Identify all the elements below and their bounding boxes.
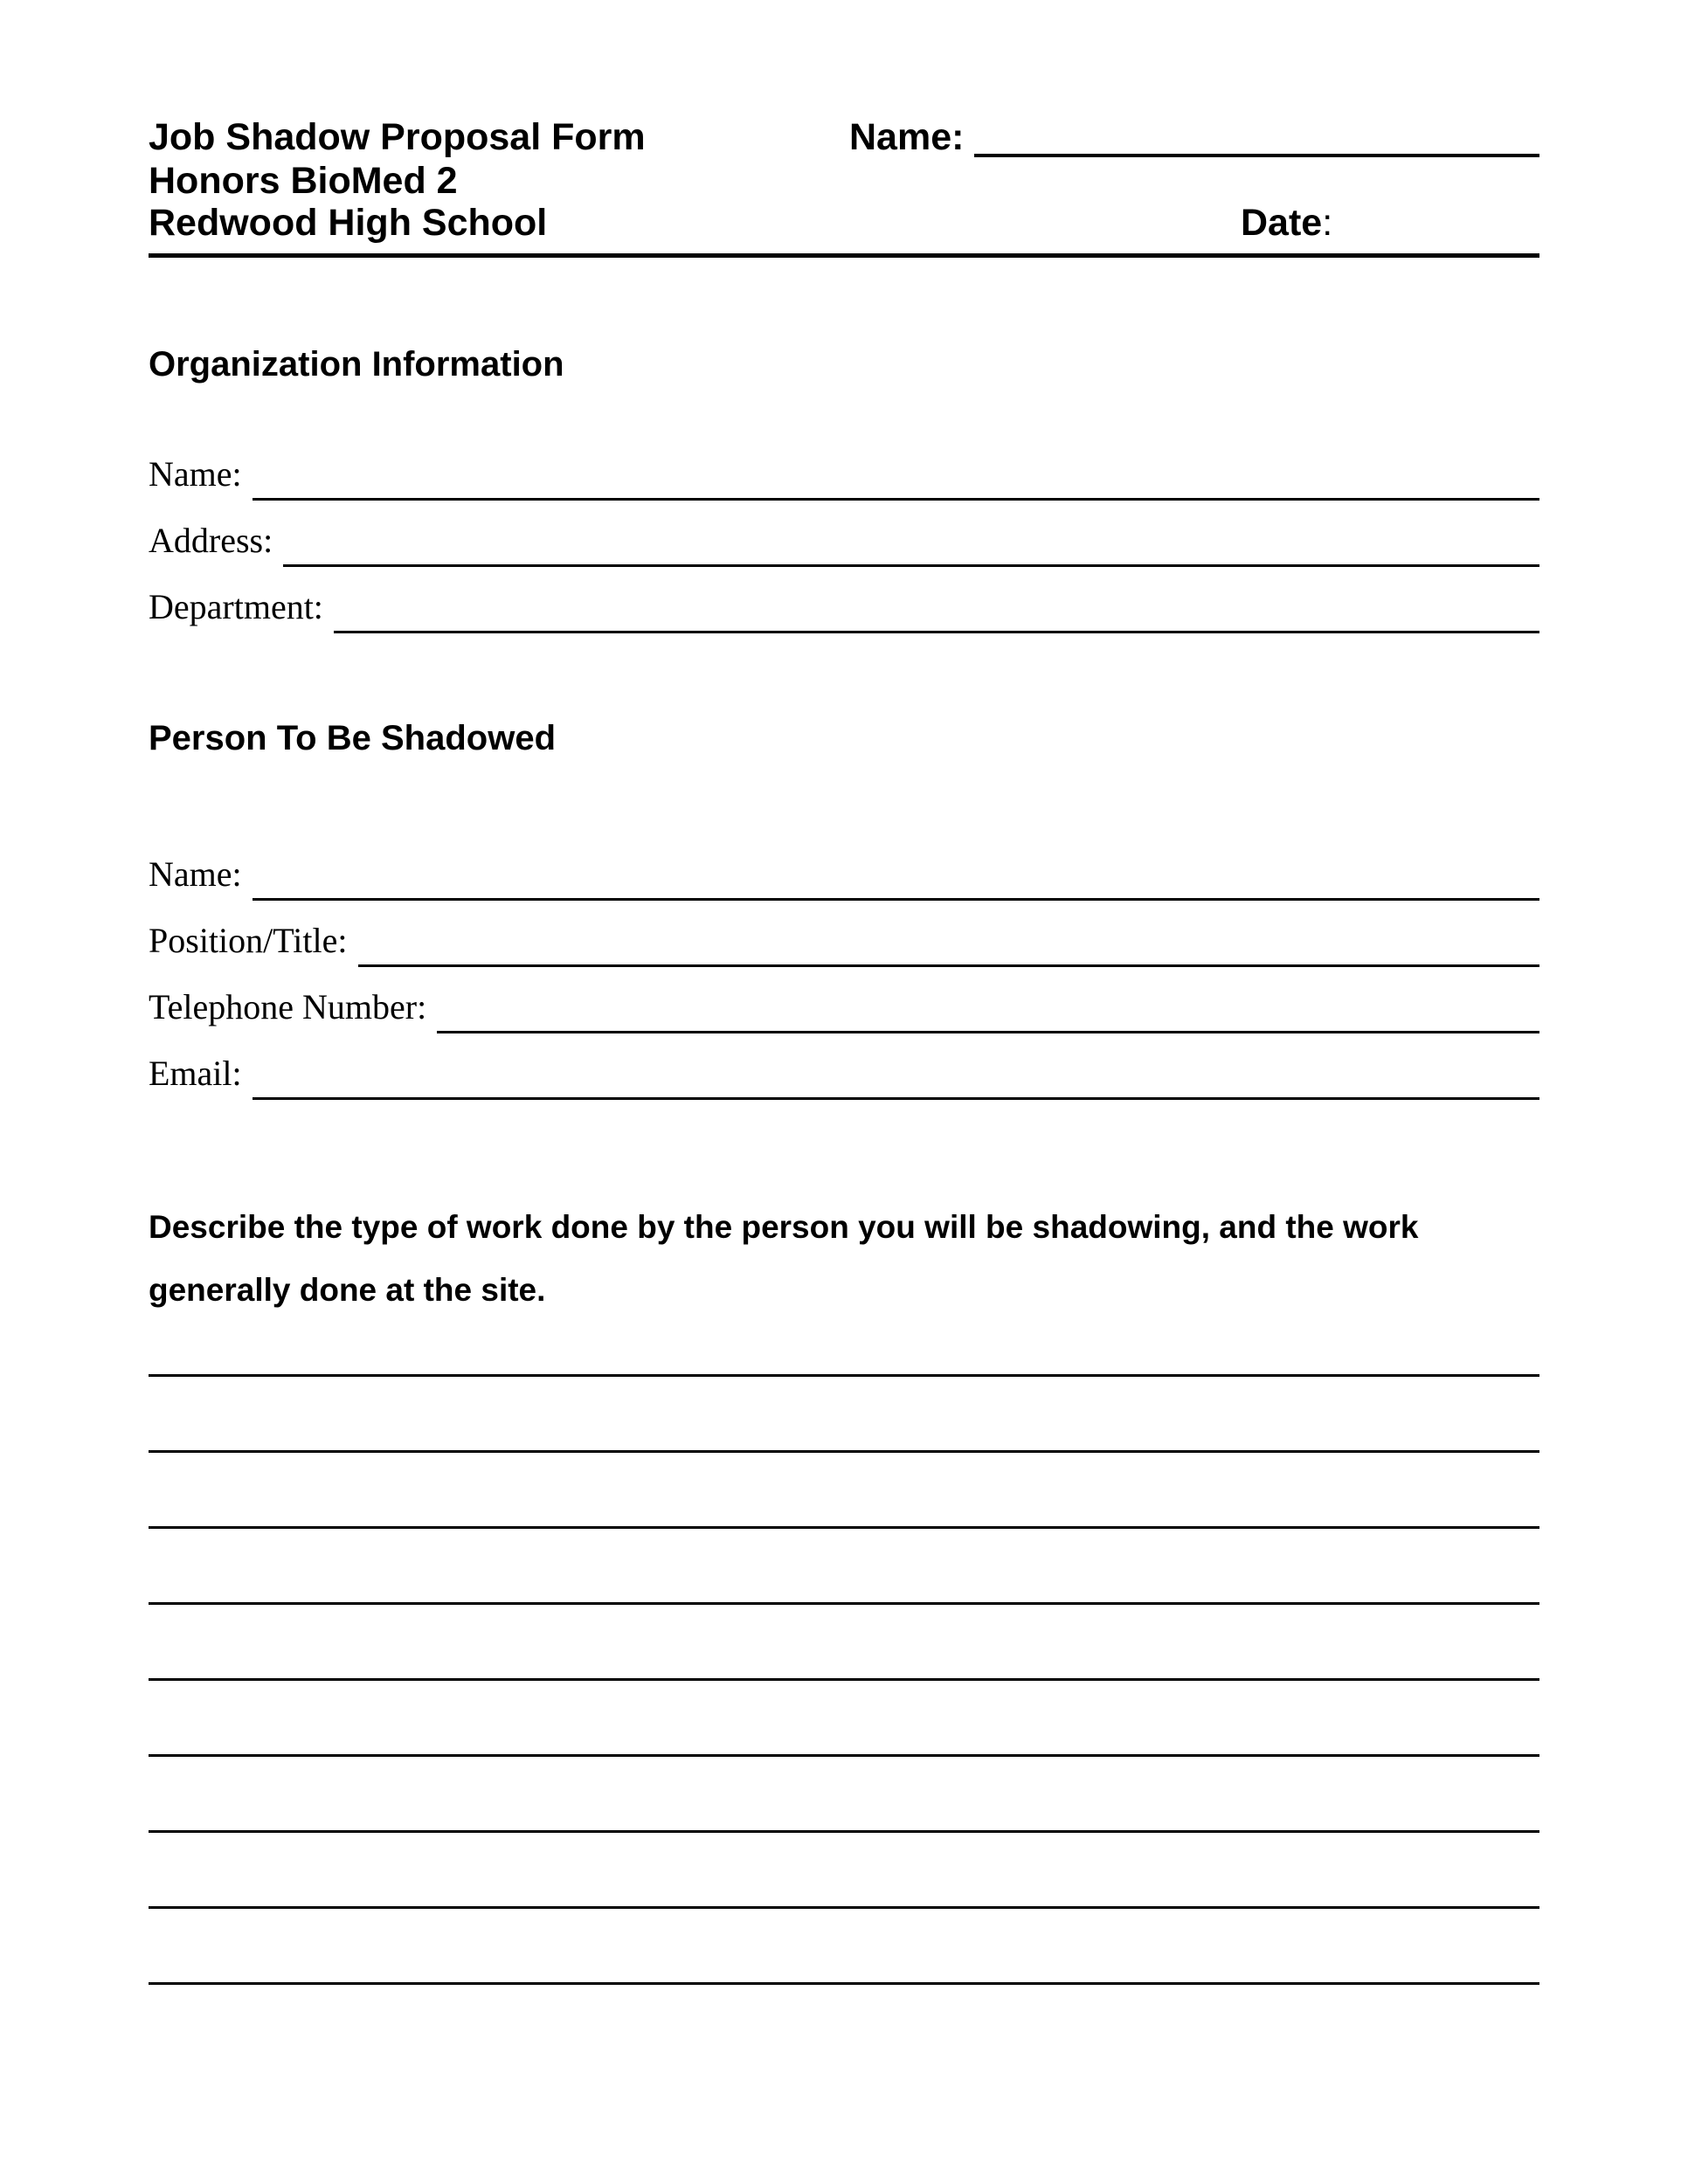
org-department-field (149, 560, 1539, 626)
school-title: Redwood High School (149, 202, 548, 244)
person-email-label: Email: (149, 1054, 242, 1093)
answer-write-line[interactable] (149, 1681, 1539, 1757)
person-telephone-field (149, 960, 1539, 1026)
student-name-write-line[interactable] (974, 154, 1539, 157)
student-name-label: Name: (849, 116, 965, 158)
org-address-field (149, 494, 1539, 560)
form-header (149, 115, 1539, 258)
org-name-write-line[interactable] (253, 498, 1539, 501)
answer-write-line[interactable] (149, 1453, 1539, 1529)
header-row-2 (149, 159, 1539, 203)
answer-write-line[interactable] (149, 1757, 1539, 1833)
date-label: Date: (1241, 202, 1333, 244)
org-department-write-line[interactable] (334, 631, 1539, 633)
course-title: Honors BioMed 2 (149, 160, 458, 202)
person-telephone-write-line[interactable] (437, 1031, 1539, 1033)
organization-fields (149, 427, 1539, 626)
org-name-label: Name: (149, 454, 242, 494)
org-address-label: Address: (149, 521, 273, 560)
org-department-label: Department: (149, 587, 323, 626)
person-position-label: Position/Title: (149, 921, 348, 960)
answer-write-line[interactable] (149, 1605, 1539, 1681)
answer-write-line[interactable] (149, 1529, 1539, 1605)
form-title: Job Shadow Proposal Form (149, 116, 646, 158)
answer-write-line[interactable] (149, 1909, 1539, 1985)
person-fields (149, 827, 1539, 1093)
person-email-write-line[interactable] (253, 1097, 1539, 1100)
person-name-label: Name: (149, 854, 242, 894)
person-position-field (149, 894, 1539, 960)
person-section-heading: Person To Be Shadowed (149, 719, 556, 757)
organization-section-heading: Organization Information (149, 345, 564, 384)
person-name-field (149, 827, 1539, 894)
answer-lines (149, 1301, 1539, 1985)
header-row-3 (149, 203, 1539, 258)
answer-write-line[interactable] (149, 1833, 1539, 1909)
person-position-write-line[interactable] (358, 964, 1540, 967)
form-content (149, 0, 1539, 1985)
org-name-field (149, 427, 1539, 494)
person-telephone-label: Telephone Number: (149, 987, 427, 1026)
describe-work-prompt-line2: generally done at the site. (149, 1272, 546, 1308)
date-colon: : (1322, 202, 1333, 244)
org-address-write-line[interactable] (283, 564, 1539, 567)
answer-write-line[interactable] (149, 1377, 1539, 1453)
describe-work-prompt-line1: Describe the type of work done by the person you will be shadowing, and the work (149, 1209, 1419, 1245)
person-email-field (149, 1026, 1539, 1093)
person-name-write-line[interactable] (253, 898, 1539, 901)
header-row-1 (149, 115, 1539, 159)
